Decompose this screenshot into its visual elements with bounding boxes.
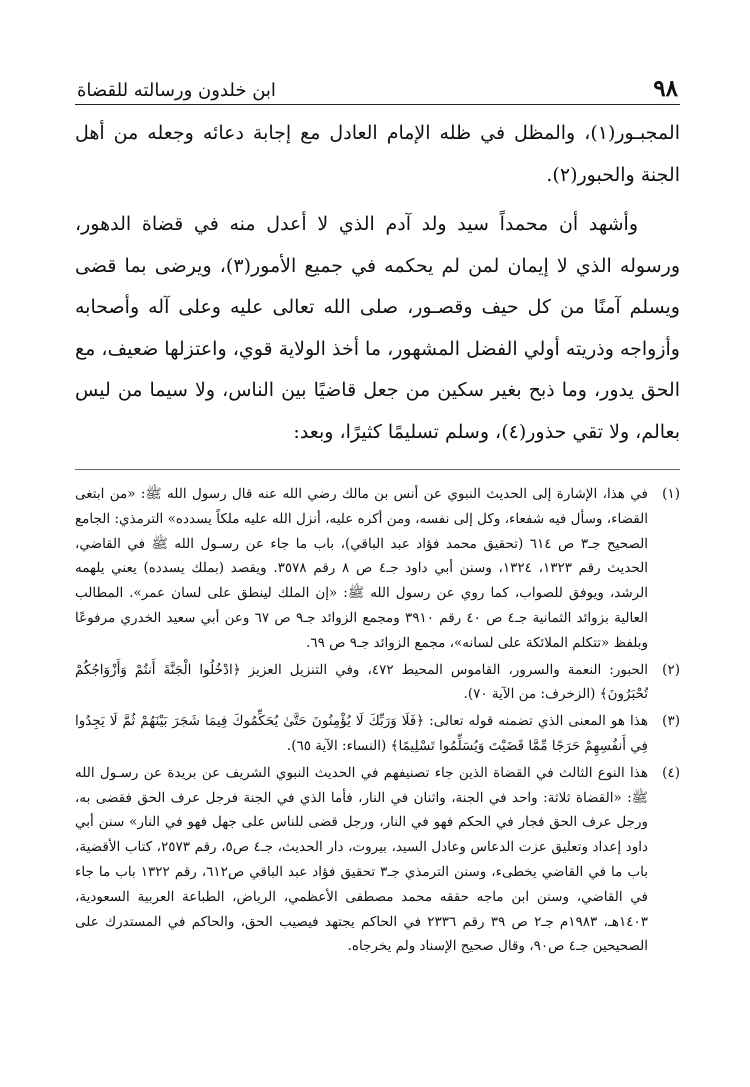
book-page	[75, 68, 680, 959]
footnote	[75, 761, 680, 959]
page-header	[75, 68, 680, 105]
paragraph: وأشهد أن محمداً سيد ولد آدم الذي لا أعدل منه في قضاة الدهور، ورسوله الذي لا إيمان لمن لم يحكمه في جميع الأمور(٣)، ويرضى بما قضى ويسلم آمنًا من كل حيف وقصـور، صلى الله تعالى عليه وعلى آله وأصحابه وأزواجه وذريته أولي الفضل المشهور، ما أخذ الولاية قوي، واعتزلها ضعيف، مع الحق يدور، وما ذبح بغير سكين من جعل قاضيًا بين الناس، ولا سيما من ليس بعالم، ولا تقي حذور(٤)، وسلم تسليمًا كثيرًا، وبعد:	[75, 213, 680, 443]
footnote-number: (٢)	[662, 661, 680, 678]
footnote	[75, 658, 680, 708]
footnote	[75, 709, 680, 759]
footnote-number: (٣)	[662, 713, 680, 730]
footnote	[75, 482, 680, 656]
footnote-text: هذا النوع الثالث في القضاة الذين جاء تصنيفهم في الحديث النبوي الشريف عن بريدة عن رسـول الله ﷺ: «القضاة ثلاثة: واحد في الجنة، واثنان في النار، فأما الذي في الجنة فرجل عرف الحق فقضى به، ورجل عرف الحق فجار في الحكم فهو في النار، ورجل قضى للناس على جهل فهو في النار» سنن أبي داود إعداد وتعليق عزت الدعاس وعادل السيد، بيروت، دار الحديث، جـ٤ ص٥، رقم ٢٥٧٣، كتاب الأقضية، باب ما في القاضي يخطىء، وسنن الترمذي جـ٣ تحقيق فؤاد عبد الباقي ص٦١٢، رقم ١٣٢٢ باب ما جاء في القاضي، وسنن ابن ماجه حققه محمد مصطفى الأعظمي، الرياض، الطباعة العربية السعودية، ١٤٠٣هـ، ١٩٨٣م جـ٢ ص ٣٩ رقم ٢٣٣٦ في الحاكم يجتهد فيصيب الحق، والحاكم في المستدرك على الصحيحين جـ٤ ص٩٠، وقال صحيح الإسناد ولم يخرجاه.	[75, 764, 649, 955]
paragraph: المجبـور(١)، والمظل في ظله الإمام العادل مع إجابة دعائه وجعله من أهل الجنة والحبور(٢).	[75, 122, 680, 186]
page-number: ٩٨	[653, 75, 678, 102]
footnote-separator	[75, 469, 680, 470]
running-title: ابن خلدون ورسالته للقضاة	[77, 80, 276, 101]
footnote-text: هذا هو المعنى الذي تضمنه قوله تعالى: ﴿فَلَا وَرَبِّكَ لَا يُؤْمِنُونَ حَتَّىٰ يُحَكِّمُوكَ فِيمَا شَجَرَ بَيْنَهُمْ ثُمَّ لَا يَجِدُوا فِي أَنفُسِهِمْ حَرَجًا مِّمَّا قَضَيْتَ وَيُسَلِّمُوا تَسْلِيمًا﴾ (النساء: الآية ٦٥).	[75, 713, 648, 754]
footnote-number: (٤)	[662, 764, 680, 781]
footnote-text: في هذا، الإشارة إلى الحديث النبوي عن أنس بن مالك رضي الله عنه قال رسول الله ﷺ: «من ابتغى القضاء، وسأل فيه شفعاء، وكل إلى نفسه، ومن أكره عليه، أنزل الله عليه ملكاً يسدده» الترمذي: الجامع الصحيح جـ٣ ص ٦١٤ (تحقيق محمد فؤاد عبد الباقي)، باب ما جاء عن رسـول الله ﷺ في القاضي، الحديث رقم ١٣٢٣، ١٣٢٤، وسنن أبي داود جـ٤ ص ٨ رقم ٣٥٧٨. ويقصد (بملك يسدده) يعني يلهمه الرشد، ويوفق للصواب، كما روي عن رسول الله ﷺ: «إن الملك لينطق على لسان عمر». المطالب العالية بزوائد الثمانية جـ٤ ص ٤٠ رقم ٣٩١٠ ومجمع الزوائد جـ٩ ص ٦٧ وعن أبي سعيد الخدري مرفوعًا وبلفظ «تتكلم الملائكة على لسانه»، مجمع الزوائد جـ٩ ص ٦٩.	[75, 486, 649, 651]
footnote-number: (١)	[662, 486, 680, 502]
footnote-text: الحبور: النعمة والسرور، القاموس المحيط ٤٧٢، وفي التنزيل العزيز ﴿ادْخُلُوا الْجَنَّةَ أَنتُمْ وَأَزْوَاجُكُمْ تُحْبَرُونَ﴾ (الزخرف: من الآية ٧٠).	[75, 661, 648, 703]
main-text	[75, 113, 680, 453]
footnotes	[75, 482, 680, 959]
